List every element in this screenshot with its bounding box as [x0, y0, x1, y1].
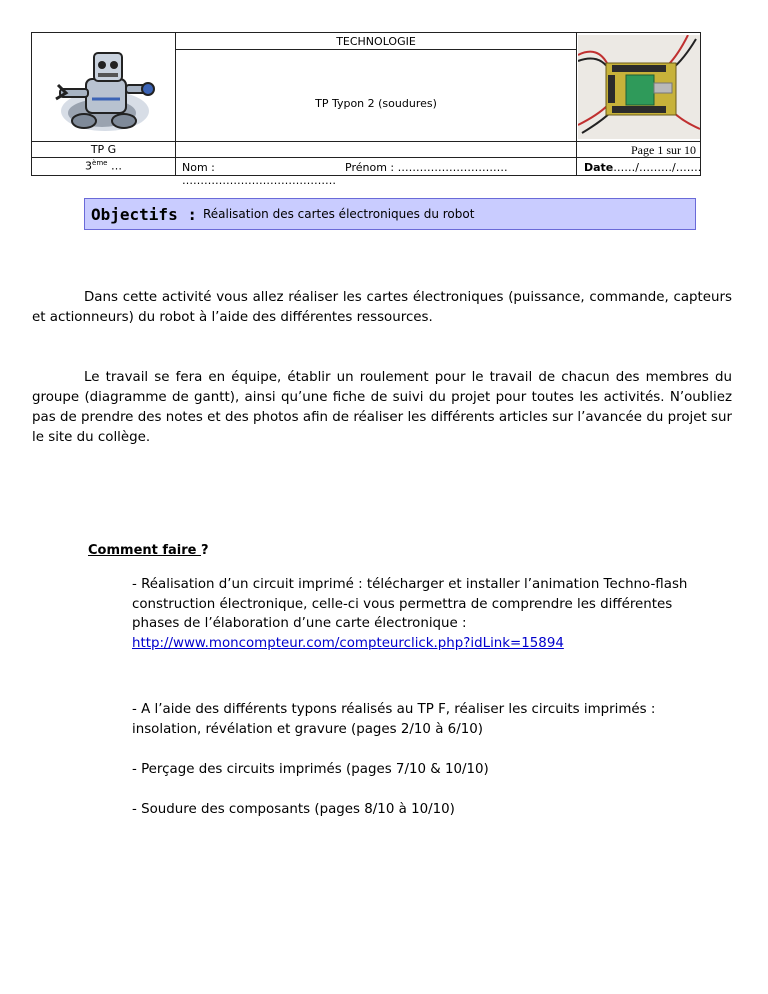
howto-item-2: - A l’aide des différents typons réalisés au TP F, réaliser les circuits imprimés : insolation, révélation et gravure (pages 2/10 à 6/10)	[132, 702, 656, 737]
name-field[interactable]: Nom : ……………………………………	[182, 161, 336, 187]
circuit-board-photo	[578, 35, 700, 139]
howto-item-1: - Réalisation d’un circuit imprimé : télécharger et installer l’animation Techno-flash construction électronique, celle-ci vous permettra de comprendre les différentes phases de l’élaboration d’une carte électronique : http://www.moncompteur.com/compteurclick.php?idLink=15894	[132, 577, 688, 651]
howto-title: Comment faire ?	[88, 543, 209, 558]
team-paragraph: Le travail se fera en équipe, établir un roulement pour le travail de chacun des membres du groupe (diagramme de gantt), ainsi qu’une fiche de suivi du projet pour toutes les activités. N’oubliez pas de prendre des notes et des photos afin de réaliser les différents articles sur l’avancée du projet sur le site du collège.	[32, 370, 732, 445]
objectifs-label: Objectifs :	[91, 204, 197, 224]
date-field[interactable]: Date……/………/…….	[584, 161, 702, 174]
page-number: Page 1 sur 10	[631, 143, 696, 157]
techno-flash-link[interactable]: http://www.moncompteur.com/compteurclick.php?idLink=15894	[132, 635, 564, 651]
objectifs-text: Réalisation des cartes électroniques du robot	[202, 207, 475, 221]
tp-code: TP G	[90, 143, 117, 156]
howto-item-4: - Soudure des composants (pages 8/10 à 10/10)	[132, 802, 455, 817]
objectifs-box	[84, 198, 696, 230]
robot-logo-image	[50, 39, 160, 135]
intro-paragraph: Dans cette activité vous allez réaliser les cartes électroniques (puissance, commande, capteurs et actionneurs) du robot à l’aide des différentes ressources.	[32, 290, 732, 325]
tp-title: TP Typon 2 (soudures)	[315, 97, 437, 110]
firstname-field[interactable]: Prénom : …………………………	[345, 161, 508, 174]
howto-item-3: - Perçage des circuits imprimés (pages 7/10 & 10/10)	[132, 762, 489, 777]
header-table	[31, 32, 702, 187]
subject-title: TECHNOLOGIE	[336, 35, 416, 48]
class-level: 3ème …	[85, 159, 122, 173]
